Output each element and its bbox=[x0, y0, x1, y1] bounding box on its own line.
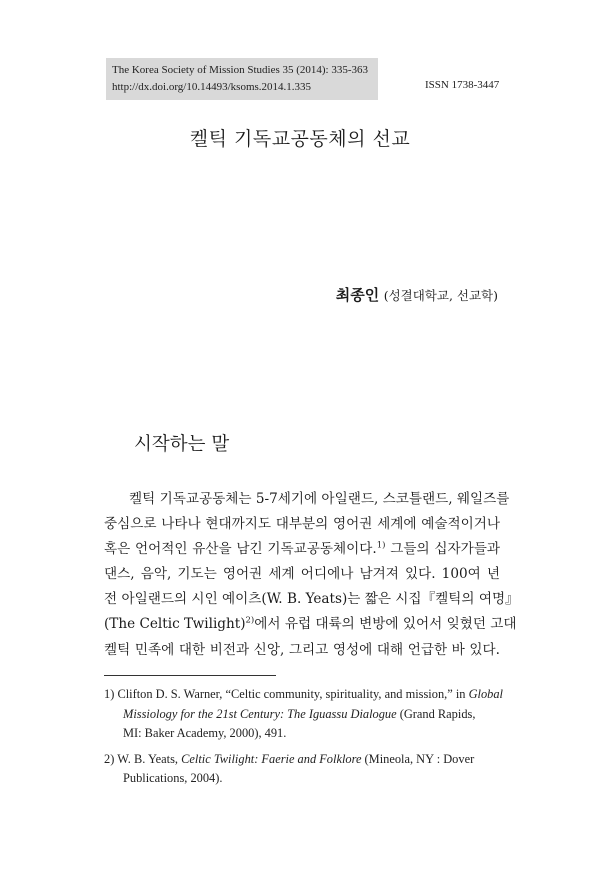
footnote-ref[interactable]: 1) bbox=[376, 540, 386, 551]
paragraph-line: 켈틱 민족에 대한 비전과 신앙, 그리고 영성에 대해 언급한 바 있다. bbox=[104, 641, 500, 658]
journal-header-box bbox=[106, 58, 378, 100]
author-affiliation: (성결대학교, 선교학) bbox=[383, 288, 498, 303]
paragraph-line: 전 아일랜드의 시인 예이츠(W. B. Yeats)는 짧은 시집『켈틱의 여명』 bbox=[104, 591, 519, 608]
footnote-divider bbox=[104, 675, 276, 676]
author-name: 최종인 bbox=[335, 286, 380, 304]
article-title: 켈틱 기독교공동체의 선교 bbox=[189, 128, 411, 150]
paragraph-line: 중심으로 나타나 현대까지도 대부분의 영어권 세계에 예술적이거나 bbox=[104, 516, 500, 533]
section-heading: 시작하는 말 bbox=[134, 434, 230, 455]
paragraph-line: 켈틱 기독교공동체는 5-7세기에 아일랜드, 스코틀랜드, 웨일즈를 bbox=[129, 491, 510, 507]
footnote-line: Missiology for the 21st Century: The Iguassu Dialogue (Grand Rapids, bbox=[123, 706, 476, 721]
journal-citation: The Korea Society of Mission Studies 35 (2014): 335-363 bbox=[112, 64, 369, 76]
body-paragraph bbox=[104, 487, 519, 663]
footnote-line: 1) Clifton D. S. Warner, “Celtic community, spirituality, and mission,” in Global bbox=[104, 687, 503, 701]
footnote-line: 2) W. B. Yeats, Celtic Twilight: Faerie and Folklore (Mineola, NY : Dover bbox=[104, 751, 475, 766]
footnote-line: MI: Baker Academy, 2000), 491. bbox=[123, 726, 287, 741]
footnote-line: Publications, 2004). bbox=[123, 771, 223, 786]
paragraph-line: 댄스, 음악, 기도는 영어권 세계 어디에나 남겨져 있다. 100여 년 bbox=[104, 566, 500, 583]
paragraph-line: 혹은 언어적인 유산을 남긴 기독교공동체이다.$^{1)}$ 그들의 십자가들과 bbox=[104, 540, 501, 558]
footnote-1 bbox=[104, 685, 503, 744]
paragraph-line: (The Celtic Twilight)$^{2)}$에서 유럽 대륙의 변방에 있어서 잊혔던 고대 bbox=[104, 615, 517, 633]
footnotes bbox=[104, 685, 503, 795]
doi-link[interactable]: http://dx.doi.org/10.14493/ksoms.2014.1.335 bbox=[112, 81, 312, 93]
footnote-ref[interactable]: 2) bbox=[245, 615, 255, 626]
issn-number: ISSN 1738-3447 bbox=[425, 79, 500, 91]
footnote-2 bbox=[104, 750, 500, 789]
author-byline bbox=[336, 284, 498, 305]
